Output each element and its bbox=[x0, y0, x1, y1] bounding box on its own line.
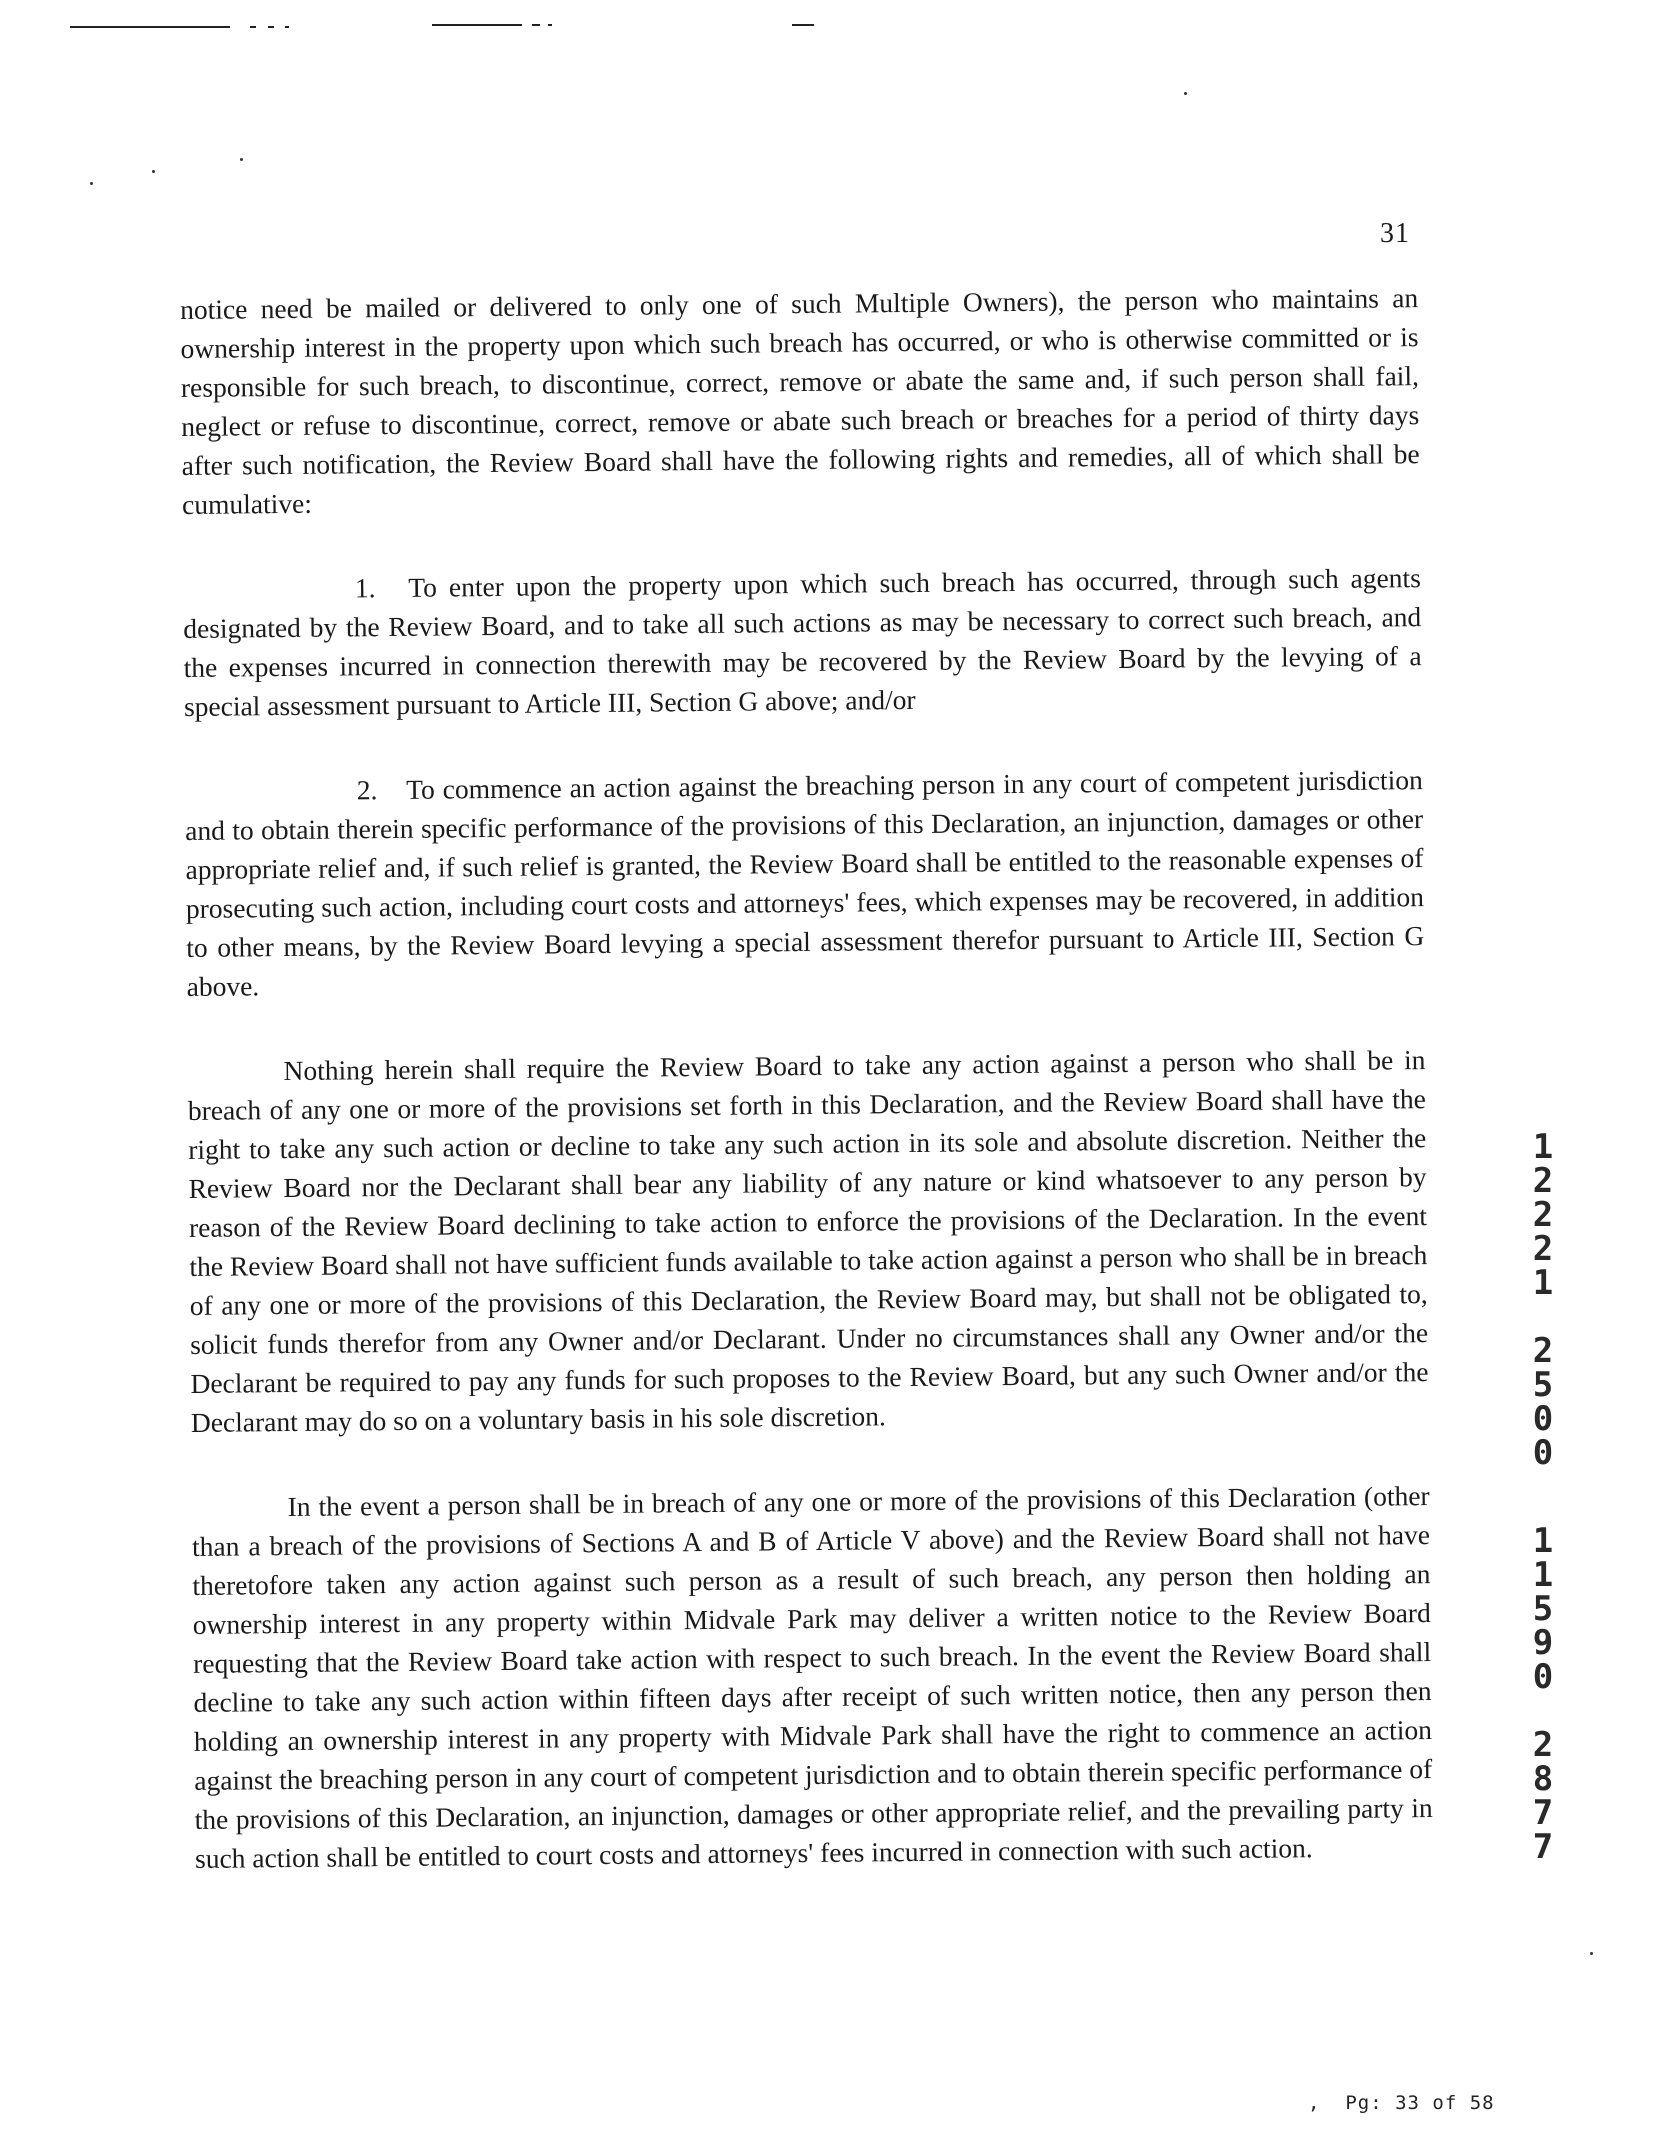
scan-speck bbox=[152, 170, 155, 173]
stamp-digit: 5 bbox=[1532, 1589, 1554, 1629]
scan-mark bbox=[70, 26, 230, 28]
scan-speck bbox=[1590, 1952, 1593, 1955]
scan-speck bbox=[240, 158, 243, 161]
scan-mark bbox=[532, 24, 540, 26]
item-number: 2. bbox=[356, 774, 378, 806]
stamp-digit: 0 bbox=[1532, 1399, 1554, 1439]
stamp-digit: 2 bbox=[1532, 1229, 1554, 1269]
scan-mark bbox=[432, 24, 522, 26]
stamp-digit: 8 bbox=[1532, 1759, 1554, 1799]
stamp-digit: 1 bbox=[1532, 1555, 1554, 1595]
item-text: To enter upon the property upon which such breach has occurred, through such agents designated by the Review Board, and to take all such actions as may be necessary to correct such breach, and the expenses incurred in connection therewith may be recovered by the Review Board by the levying of a special assessment pursuant to Article III, Section G above; and/or bbox=[183, 562, 1422, 722]
scan-mark bbox=[250, 26, 256, 28]
item-text: To commence an action against the breaching person in any court of competent jurisdiction and to obtain therein specific performance of the provisions of this Declaration, an injunction, damages or other appropriate relief and, if such relief is granted, the Review Board shall be entitled to the reasonable expenses of prosecuting such action, including court costs and attorneys' fees, which expenses may be recovered, in addition to other means, by the Review Board levying a special assessment therefor pursuant to Article III, Section G above. bbox=[185, 764, 1425, 1002]
stamp-digit: 1 bbox=[1532, 1127, 1554, 1167]
stamp-digit: 5 bbox=[1532, 1365, 1554, 1405]
scan-mark bbox=[792, 24, 814, 26]
stamp-digit: 0 bbox=[1532, 1433, 1554, 1473]
item-number: 1. bbox=[354, 572, 376, 604]
scan-mark bbox=[285, 26, 289, 28]
stamp-digit: 2 bbox=[1532, 1331, 1554, 1371]
scan-speck bbox=[90, 182, 93, 185]
document-body bbox=[180, 278, 1434, 1924]
stamp-digit: 0 bbox=[1532, 1657, 1554, 1697]
stamp-digit: 1 bbox=[1532, 1263, 1554, 1303]
stamp-digit: 9 bbox=[1532, 1623, 1554, 1663]
stamp-digit: 2 bbox=[1532, 1195, 1554, 1235]
list-item bbox=[183, 558, 1422, 726]
stamp-digit: 7 bbox=[1532, 1793, 1554, 1833]
stamp-digit: 2 bbox=[1532, 1725, 1554, 1765]
recording-stamp bbox=[1528, 1127, 1558, 1867]
stamp-digit: 7 bbox=[1532, 1827, 1554, 1867]
scan-mark bbox=[548, 24, 552, 26]
scan-speck bbox=[1184, 92, 1187, 95]
stamp-digit: 2 bbox=[1532, 1161, 1554, 1201]
page-number: 31 bbox=[1380, 218, 1410, 249]
stamp-digit: 1 bbox=[1532, 1521, 1554, 1561]
continuation-paragraph: notice need be mailed or delivered to only one of such Multiple Owners), the person who maintains an ownership interest in the property upon which such breach has occurred, or who is otherwise committed or is responsible for such breach, to discontinue, correct, remove or abate the same and, if such person shall fail, neglect or refuse to discontinue, correct, remove or abate such breach or breaches for a period of thirty days after such notification, the Review Board shall have the following rights and remedies, all of which shall be cumulative: bbox=[180, 282, 1420, 520]
list-item bbox=[185, 760, 1425, 1006]
paragraph: Nothing herein shall require the Review Board to take any action against a person who shall be in breach of any one or more of the provisions set forth in this Declaration, and the Review Board shall have the right to take any such action or decline to take any such action in its sole and absolute discretion. Neither the Review Board nor the Declarant shall bear any liability of any nature or kind whatsoever to any person by reason of the Review Board declining to take action to enforce the provisions of the Declaration. In the event the Review Board shall not have sufficient funds available to take action against a person who shall be in breach of any one or more of the provisions of this Declaration, the Review Board may, but shall not be obligated to, solicit funds therefor from any Owner and/or Declarant. Under no circumstances shall any Owner and/or the Declarant be required to pay any funds for such proposes to the Review Board, but any such Owner and/or the Declarant may do so on a voluntary basis in his sole discretion. bbox=[187, 1044, 1429, 1438]
paragraph: In the event a person shall be in breach of any one or more of the provisions of this Declaration (other than a breach of the provisions of Sections A and B of Article V above) and the Review Board shall not have theretofore taken any action against such person as a result of such breach, any person then holding an ownership interest in any property within Midvale Park may deliver a written notice to the Review Board requesting that the Review Board take action with respect to such breach. In the event the Review Board shall decline to take any such action within fifteen days after receipt of such written notice, then any person then holding an ownership interest in any property with Midvale Park shall have the right to commence an action against the breaching person in any court of competent jurisdiction and to obtain therein specific performance of the provisions of this Declaration, an injunction, damages or other appropriate relief, and the prevailing party in such action shall be entitled to court costs and attorneys' fees incurred in connection with such action. bbox=[191, 1480, 1433, 1874]
page-footer: , Pg: 33 of 58 bbox=[1308, 2092, 1495, 2114]
scan-mark bbox=[268, 26, 274, 28]
